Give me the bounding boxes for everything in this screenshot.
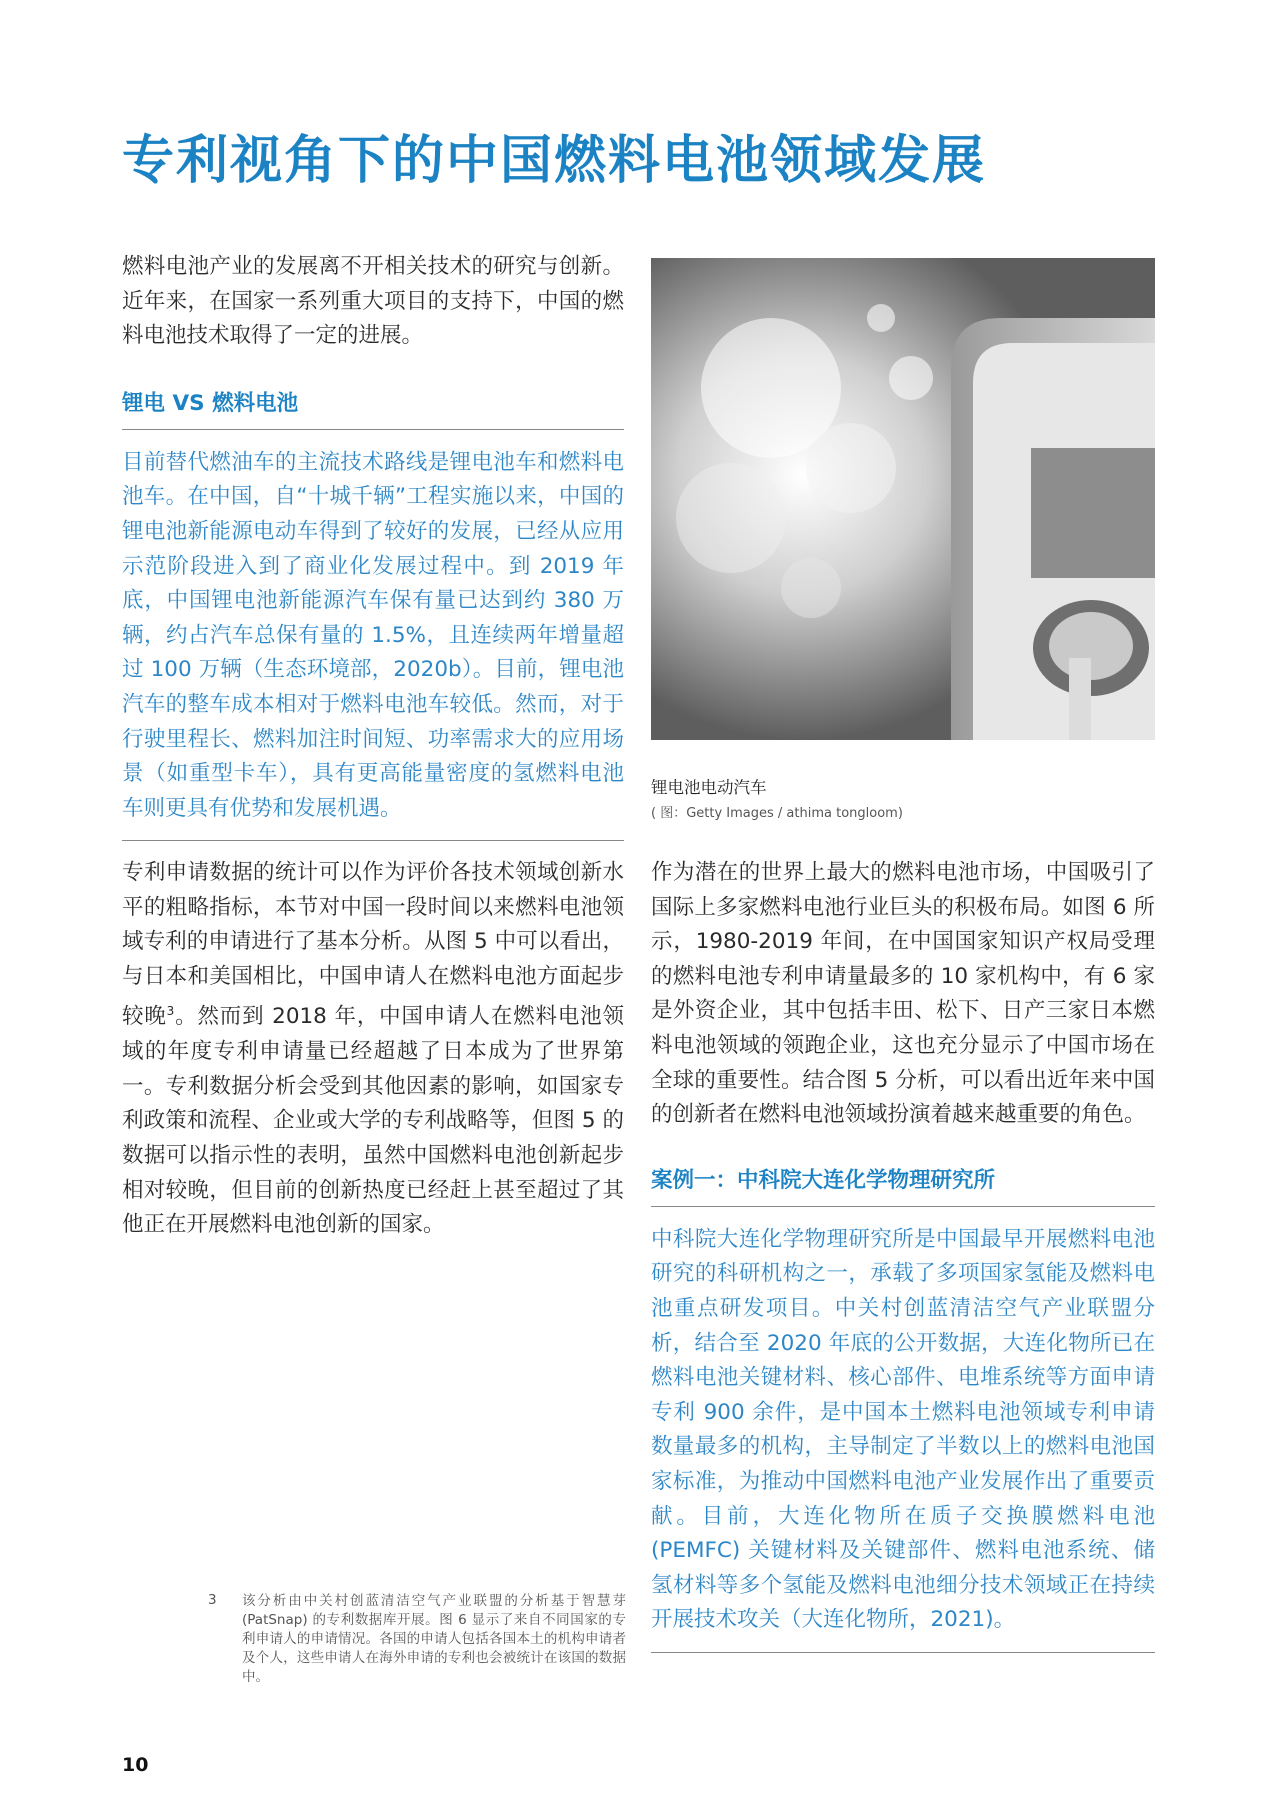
page-title: 专利视角下的中国燃料电池领域发展 xyxy=(122,131,987,191)
electric-car-charging-photo xyxy=(651,258,1155,740)
patent-analysis-paragraph xyxy=(122,856,624,1243)
footnote-reference: 3 xyxy=(166,1004,175,1019)
footnote-text: 该分析由中关村创蓝清洁空气产业联盟的分析基于智慧芽 (PatSnap) 的专利数据库开展。图 6 显示了来自不同国家的专利申请人的申请情况。各国的申请人包括各国本土的机构申请者及个人，这些申请人在海外申请的专利也会被统计在该国的数据中。 xyxy=(242,1593,626,1685)
section-lithium-vs-fuel-cell-body: 目前替代燃油车的主流技术路线是锂电池车和燃料电池车。在中国，自“十城千辆”工程实施以来，中国的锂电池新能源电动车得到了较好的发展，已经从应用示范阶段进入到了商业化发展过程中。到 2019 年底，中国锂电池新能源汽车保有量已达到约 380 万辆，约占汽车总保有量的 1.5%，且连续两年增量超过 100 万辆（生态环境部，2020b）。目前，锂电池汽车的整车成本相对于燃料电池车较低。然而，对于行驶里程长、燃料加注时间短、功率需求大的应用场景（如重型卡车），具有更高能量密度的氢燃料电池车则更具有优势和发展机遇。 xyxy=(122,449,624,821)
page-number: 10 xyxy=(122,1754,149,1776)
china-market-paragraph: 作为潜在的世界上最大的燃料电池市场，中国吸引了国际上多家燃料电池行业巨头的积极布局。如图 6 所示，1980-2019 年间，在中国国家知识产权局受理的燃料电池专利申请量最多的 10 家机构中，有 6 家是外资企业，其中包括丰田、松下、日产三家日本燃料电池领域的领跑企业，这也充分显示了中国市场在全球的重要性。结合图 5 分析，可以看出近年来中国的创新者在燃料电池领域扮演着越来越重要的角色。 xyxy=(651,860,1155,1128)
section-divider xyxy=(122,840,624,841)
right-column xyxy=(651,856,1155,1653)
intro-paragraph: 燃料电池产业的发展离不开相关技术的研究与创新。近年来，在国家一系列重大项目的支持下，中国的燃料电池技术取得了一定的进展。 xyxy=(122,254,624,349)
case-one-heading: 案例一：中科院大连化学物理研究所 xyxy=(651,1163,1155,1207)
footnote-number: 3 xyxy=(208,1592,217,1608)
case-one-body: 中科院大连化学物理研究所是中国最早开展燃料电池研究的科研机构之一，承载了多项国家氢能及燃料电池重点研发项目。中关村创蓝清洁空气产业联盟分析，结合至 2020 年底的公开数据，大连化物所已在燃料电池关键材料、核心部件、电堆系统等方面申请专利 900 余件，是中国本土燃料电池领域专利申请数量最多的机构，主导制定了半数以上的燃料电池国家标准，为推动中国燃料电池产业发展作出了重要贡献。目前，大连化物所在质子交换膜燃料电池 (PEMFC) 关键材料及关键部件、燃料电池系统、储氢材料等多个氢能及燃料电池细分技术领域正在持续开展技术攻关（大连化物所，2021)。 xyxy=(651,1226,1155,1633)
photo-caption xyxy=(651,774,1155,821)
patent-analysis-text-2: 。然而到 2018 年，中国申请人在燃料电池领域的年度专利申请量已经超越了日本成为了世界第一。专利数据分析会受到其他因素的影响，如国家专利政策和流程、企业或大学的专利战略等，但图 5 的数据可以指示性的表明，虽然中国燃料电池创新起步相对较晚，但目前的创新热度已经赶上甚至超过了其他正在开展燃料电池创新的国家。 xyxy=(122,1004,624,1238)
left-column-top xyxy=(122,250,624,841)
section-heading-lithium-vs-fuel-cell: 锂电 VS 燃料电池 xyxy=(122,386,624,430)
case-one-divider xyxy=(651,1652,1155,1653)
left-column-bottom xyxy=(122,856,624,1243)
photo-credit: ( 图：Getty Images / athima tongloom) xyxy=(651,806,903,821)
charging-station-image xyxy=(651,258,1155,740)
patent-analysis-text-1: 专利申请数据的统计可以作为评价各技术领域创新水平的粗略指标，本节对中国一段时间以来燃料电池领域专利的申请进行了基本分析。从图 5 中可以看出，与日本和美国相比，中国申请人在燃料电池方面起步较晚 xyxy=(122,860,624,1030)
photo-caption-title: 锂电池电动汽车 xyxy=(651,778,767,797)
